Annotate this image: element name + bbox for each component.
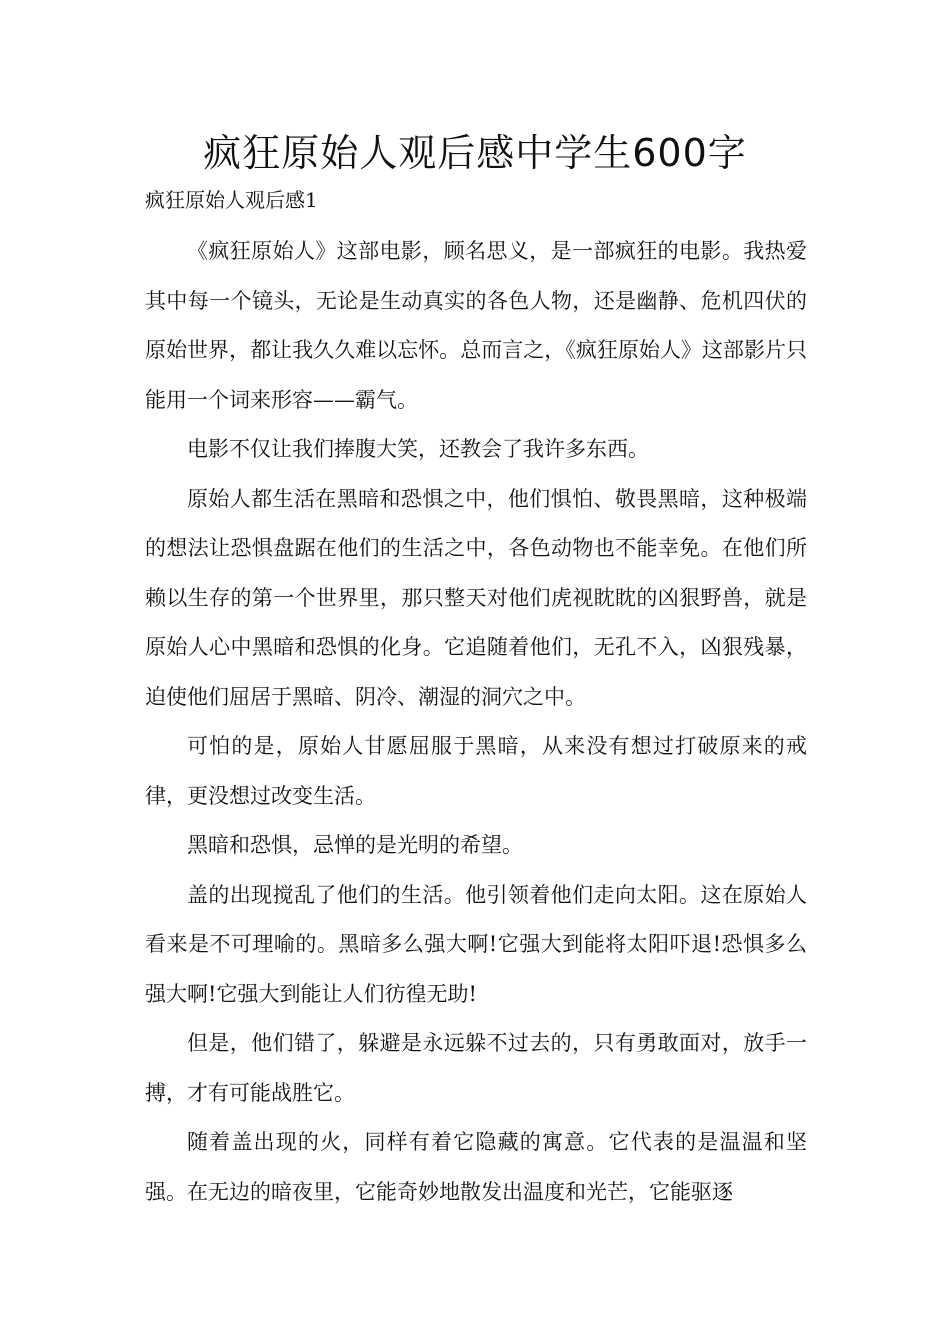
paragraph: 可怕的是，原始人甘愿屈服于黑暗，从来没有想过打破原来的戒律，更没想过改变生活。 — [145, 734, 807, 808]
paragraph: 盖的出现搅乱了他们的生活。他引领着他们走向太阳。这在原始人看来是不可理喻的。黑暗多么强大啊!它强大到能将太阳吓退!恐惧多么强大啊!它强大到能让人们彷徨无助! — [145, 882, 807, 1006]
paragraph: 随着盖出现的火，同样有着它隐藏的寓意。它代表的是温温和坚强。在无边的暗夜里，它能奇妙地散发出温度和光芒，它能驱逐 — [145, 1130, 807, 1204]
paragraph: 原始人都生活在黑暗和恐惧之中，他们惧怕、敬畏黑暗，这种极端的想法让恐惧盘踞在他们的生活之中，各色动物也不能幸免。在他们所赖以生存的第一个世界里，那只整天对他们虎视眈眈的凶狠野兽，就是原始人心中黑暗和恐惧的化身。它追随着他们，无孔不入，凶狠残暴，迫使他们屈居于黑暗、阴冷、潮湿的洞穴之中。 — [145, 486, 807, 709]
paragraph: 电影不仅让我们捧腹大笑，还教会了我许多东西。 — [187, 437, 649, 461]
paragraph: 但是，他们错了，躲避是永远躲不过去的，只有勇敢面对，放手一搏，才有可能战胜它。 — [145, 1031, 807, 1105]
section-heading: 疯狂原始人观后感1 — [145, 188, 318, 212]
paragraph: 《疯狂原始人》这部电影，顾名思义，是一部疯狂的电影。我热爱其中每一个镜头，无论是生动真实的各色人物，还是幽静、危机四伏的原始世界，都让我久久难以忘怀。总而言之，《疯狂原始人》这部影片只能用一个词来形容——霸气。 — [145, 239, 807, 412]
document-title: 疯狂原始人观后感中学生600字 — [203, 131, 747, 175]
document-body — [145, 227, 807, 1217]
paragraph: 黑暗和恐惧，忌惮的是光明的希望。 — [187, 833, 523, 857]
